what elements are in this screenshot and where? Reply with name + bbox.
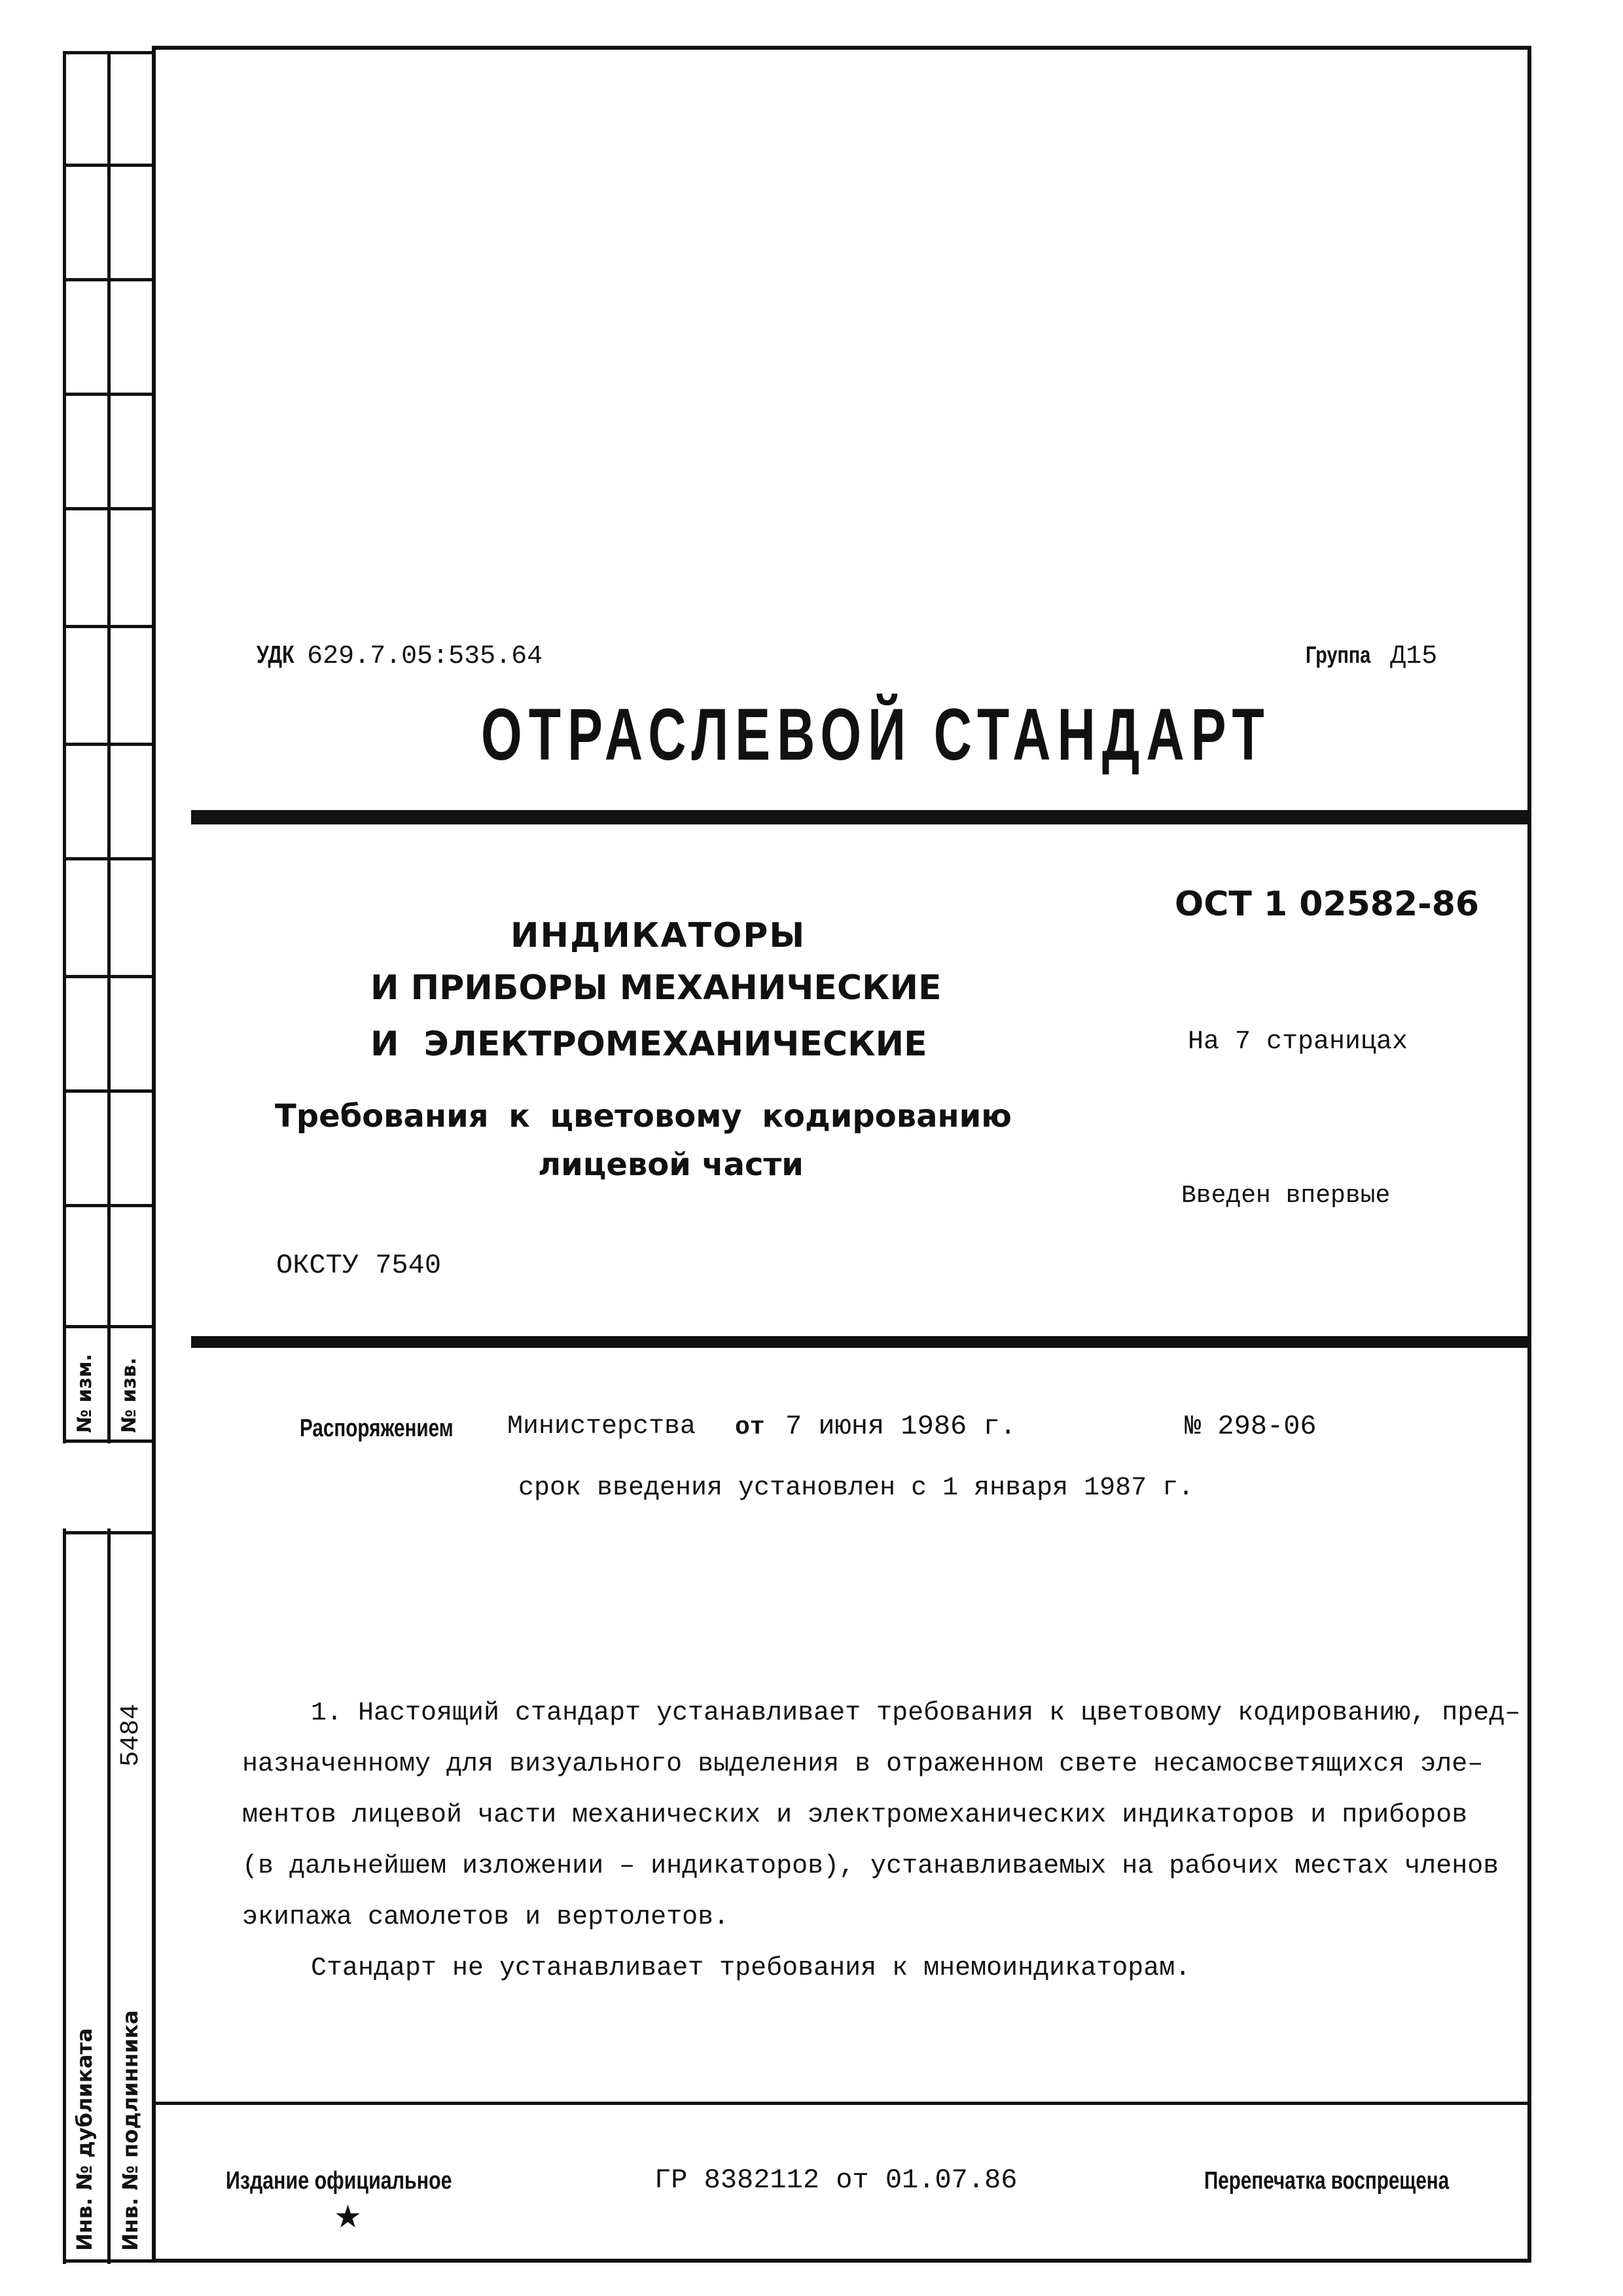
margin-cell-divider [63, 975, 154, 978]
duplicate-inventory-label: Инв. № дубликата [72, 2028, 97, 2251]
order-prefix: Распоряжением [300, 1415, 454, 1442]
order-ministry: Министерства [507, 1412, 696, 1441]
margin-cell-divider [63, 164, 154, 167]
title-block-rule [191, 1336, 1529, 1348]
order-number: № 298-06 [1185, 1411, 1317, 1442]
margin-top-line [63, 51, 154, 54]
margin-cell-divider [63, 1204, 154, 1207]
reprint-prohibited: Перепечатка воспрещена [1204, 2167, 1450, 2195]
registration-number: ГР 8382112 от 01.07.86 [654, 2164, 1018, 2196]
original-inventory-number: 5484 [116, 1703, 146, 1767]
group-label: Группа [1306, 641, 1371, 668]
order-date: 7 июня 1986 г. [785, 1411, 1016, 1442]
star-icon: ★ [334, 2199, 363, 2235]
margin-cell-divider [63, 393, 154, 396]
ost-number: ОСТ 1 02582-86 [1175, 885, 1480, 924]
notice-number-label: № изв. [118, 1357, 141, 1433]
paragraph-1-line: ментов лицевой части механических и электромеханических индикаторов и приборов [242, 1801, 1468, 1830]
margin-outer-line [63, 52, 66, 2264]
paragraph-1-line: назначенному для визуального выделения в отраженном свете несамосветящихся эле– [242, 1750, 1484, 1779]
title-line-2: И ПРИБОРЫ МЕХАНИЧЕСКИЕ [370, 968, 942, 1008]
paragraph-1-line: (в дальнейшем изложении – индикаторов), устанавливаемых на рабочих местах членов [242, 1852, 1499, 1881]
change-number-label: № изм. [73, 1354, 96, 1433]
order-from: от [735, 1413, 765, 1441]
margin-cell-divider [63, 1439, 154, 1443]
paragraph-1 [242, 1688, 1520, 1943]
subtitle-line-2: лицевой части [538, 1146, 804, 1183]
header-rule [191, 810, 1529, 824]
group-line [1306, 641, 1437, 671]
udk-code: 629.7.05:535.64 [307, 642, 543, 671]
pages-note: На 7 страницах [1188, 1027, 1408, 1057]
title-line-3: И ЭЛЕКТРОМЕХАНИЧЕСКИЕ [370, 1025, 927, 1064]
margin-cell-divider [63, 625, 154, 628]
original-inventory-label: Инв. № подлинника [118, 2010, 143, 2251]
title-line-1: ИНДИКАТОРЫ [510, 916, 806, 955]
margin-cell-divider [63, 278, 154, 281]
introduced-note: Введен впервые [1181, 1182, 1391, 1210]
official-edition: Издание официальное [226, 2167, 452, 2195]
footer-rule [152, 2102, 1531, 2105]
udk-line [257, 641, 543, 671]
margin-gap-inner [105, 1456, 111, 1525]
margin-cell-divider [63, 743, 154, 746]
paragraph-1-line: 1. Настоящий стандарт устанавливает требования к цветовому кодированию, пред– [311, 1699, 1521, 1728]
margin-middle-line [107, 52, 111, 2264]
main-title: ОТРАСЛЕВОЙ СТАНДАРТ [481, 694, 1271, 775]
margin-cell-divider [63, 857, 154, 860]
subtitle-line-1: Требования к цветовому кодированию [275, 1098, 1012, 1135]
margin-gap [60, 1443, 111, 1528]
margin-cell-divider [63, 507, 154, 510]
effective-date: срок введения установлен с 1 января 1987 г. [518, 1474, 1194, 1503]
margin-cell-divider [63, 1089, 154, 1093]
okstu-code: ОКСТУ 7540 [276, 1250, 442, 1281]
udk-label: УДК [257, 641, 294, 669]
paragraph-2: Стандарт не устанавливает требования к мнемоиндикаторам. [311, 1954, 1191, 1983]
group-code: Д15 [1390, 642, 1438, 671]
margin-cell-divider [63, 1325, 154, 1328]
margin-bottom-line [63, 2259, 154, 2263]
margin-cell-divider [63, 1531, 154, 1534]
paragraph-1-line: экипажа самолетов и вертолетов. [242, 1903, 730, 1932]
